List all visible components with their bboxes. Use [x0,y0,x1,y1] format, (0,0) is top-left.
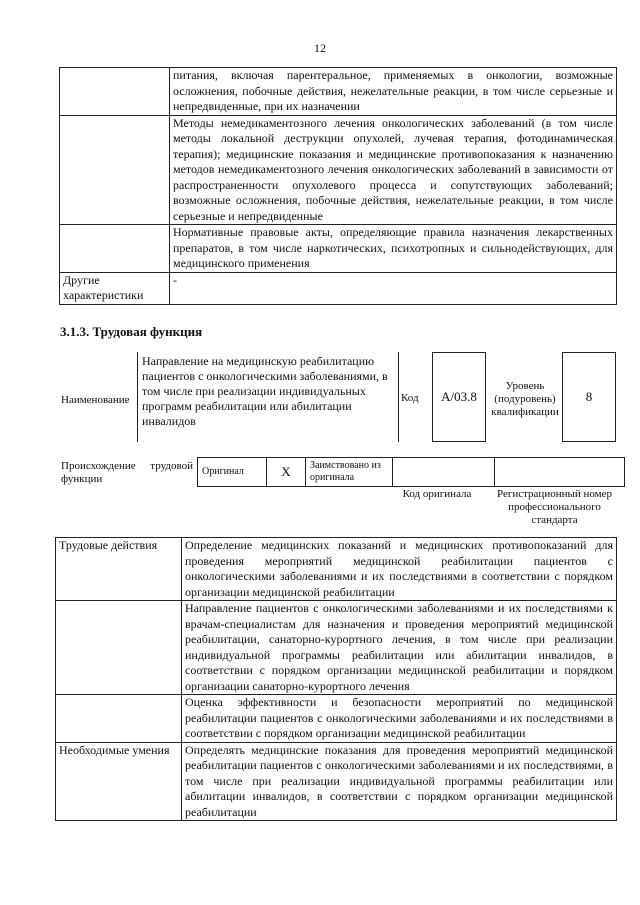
row-text: Определять медицинские показания для проведения мероприятий медицинской реабилитации пациентов с онкологическими заболеваниями и их последствиями, в том числе при реализации индивидуальной программы реабилитации или абилитации инвалидов, в соответствии с порядком организации медицинской реабилитации [182,742,617,821]
table-row [60,225,617,273]
code-value: A/03.8 [432,352,486,442]
code-label: Код [401,392,419,404]
row-label [56,695,182,743]
row-label: Трудовые действия [56,538,182,601]
table-row [60,68,617,116]
row-text: Определение медицинских показаний и медицинских противопоказаний для проведения мероприятий медицинской реабилитации пациентов с онкологическими заболеваниями и их последствиями в соответствии с порядком организации медицинской реабилитации [182,538,617,601]
original-code-cell [393,458,495,487]
row-label [60,115,170,225]
row-text: питания, включая парентеральное, применяемых в онкологии, возможные осложнения, побочные действия, нежелательные реакции, в том числе серьезные и непредвиденные, при их назначении [170,68,617,116]
original-code-caption: Код оригинала [402,488,472,500]
knowledge-table-continuation [59,67,617,305]
name-label: Наименование [61,394,130,406]
row-label: Необходимые умения [56,742,182,821]
row-text: Направление пациентов с онкологическими заболеваниями и их последствиями к врачам-специалистам для назначения и проведения мероприятий медицинской реабилитации, санаторно-курортного лечения, в том числе при реализации индивидуальной программы реабилитации или абилитации инвалидов, в соответствии с порядком организации медицинской реабилитации и порядком организации санаторно-курортного лечения [182,601,617,695]
original-label: Оригинал [198,458,267,487]
row-text: Нормативные правовые акты, определяющие правила назначения лекарственных препаратов, в том числе наркотических, психотропных и сильнодействующих, для медицинского применения [170,225,617,273]
original-mark: X [267,458,306,487]
row-text: Методы немедикаментозного лечения онкологических заболеваний (в том числе методы локальной деструкции опухолей, лучевая терапия, фотодинамическая терапия); медицинские показания и медицинские противопоказания к назначению методов немедикаментозного лечения онкологических заболеваний в зависимости от распространенности опухолевого процесса и сопутствующих заболеваний; возможные осложнения, побочные действия, нежелательные реакции, в том числе серьезные и непредвиденные [170,115,617,225]
function-details-table [55,537,617,821]
function-name: Направление на медицинскую реабилитацию пациентов с онкологическими заболеваниями, в том числе при реализации индивидуальных программ реабилитации или абилитации инвалидов [142,354,388,428]
table-row [56,695,617,743]
table-row [56,742,617,821]
table-row [56,601,617,695]
origin-label: Происхождение трудовой функции [61,460,193,485]
row-label: Другие характеристики [60,272,170,304]
row-label [60,225,170,273]
level-value: 8 [562,352,616,442]
table-row [56,538,617,601]
page-number: 12 [314,41,326,55]
section-title: 3.1.3. Трудовая функция [60,324,203,339]
name-value-frame [137,352,399,442]
row-label [60,68,170,116]
borrowed-label: Заимствовано из оригинала [306,458,393,487]
row-text: Оценка эффективности и безопасности мероприятий по медицинской реабилитации пациентов с онкологическими заболеваниями и их последствиями в соответствии с порядком организации медицинской реабилитации [182,695,617,743]
row-text: - [170,272,617,304]
origin-table [197,457,625,487]
level-label: Уровень (подуровень) квалификации [491,380,559,418]
reg-number-cell [495,458,625,487]
table-row [60,272,617,304]
reg-number-caption: Регистрационный номер профессионального стандарта [496,488,613,526]
row-label [56,601,182,695]
table-row [60,115,617,225]
